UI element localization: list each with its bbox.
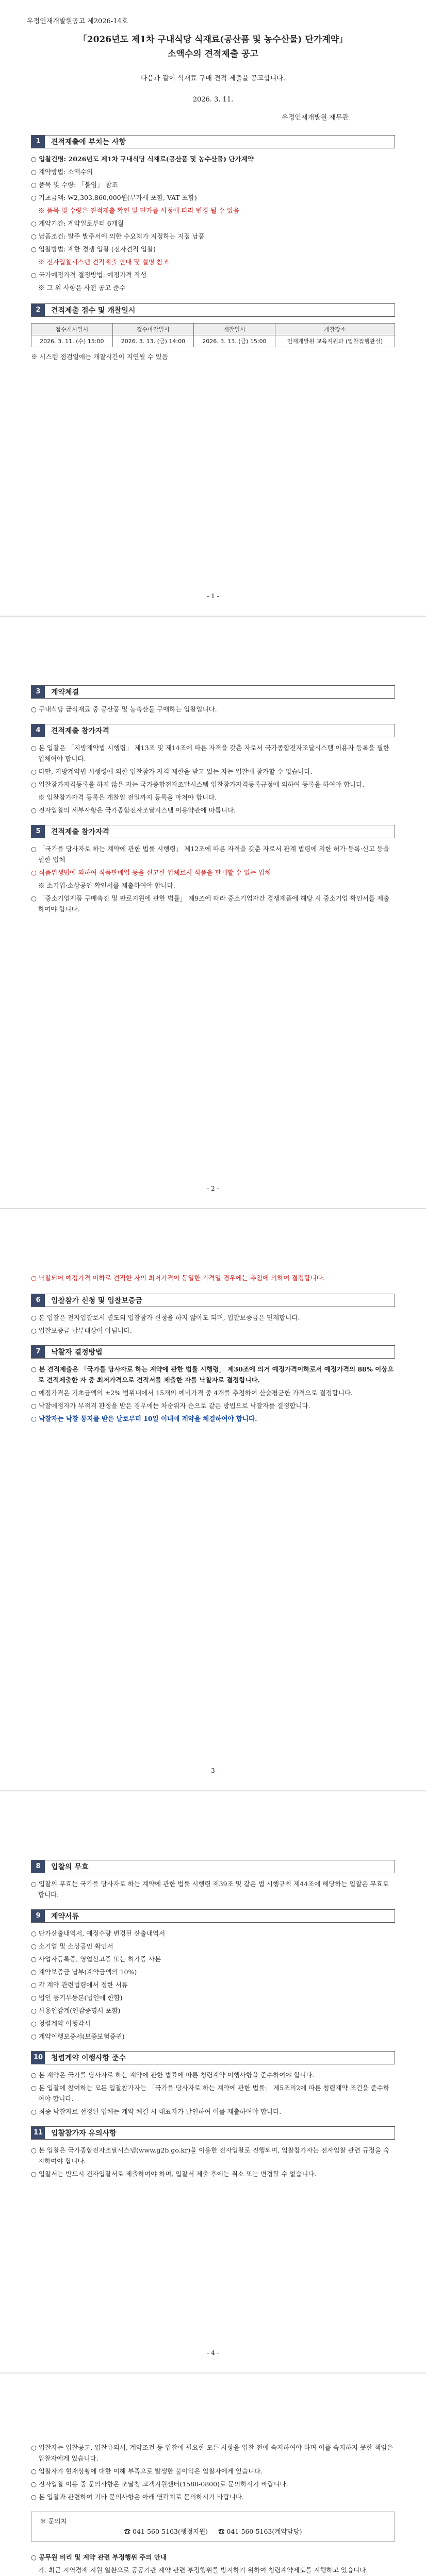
page-divider — [0, 616, 426, 617]
list-item: ○ 청렴계약 이행각서 — [31, 2020, 91, 2027]
section-title: 입찰참가자 유의사항 — [51, 2129, 117, 2138]
notice-title-line-2: 소액수의 견적제출 공고 — [167, 49, 259, 59]
section-header-11 — [31, 2126, 395, 2140]
page-2 — [0, 685, 426, 917]
table-cell: 2026. 3. 13. (금) 14:00 — [112, 335, 194, 347]
section-number: 1 — [31, 135, 45, 148]
list-item: ○ 소기업 및 소상공인 확인서 — [31, 1942, 113, 1950]
notice-date: 2026. 3. 11. — [192, 96, 234, 104]
section-title: 견적제출 참가자격 — [51, 828, 110, 836]
list-item: ○ 계약기간: 계약일로부터 6개월 — [31, 219, 124, 227]
notice-title-line-1: 「2026년도 제1차 구내식당 식재료(공산품 및 농수산물) 단가계약」 — [78, 35, 348, 45]
page-divider — [0, 1208, 426, 1209]
list-item: ○ 「국가를 당사자로 하는 계약에 관한 법률 시행령」 제12조에 따른 자격을 갖춘 자로서 관계 법령에 의한 허가·등록·신고 등을 필한 업체 — [31, 845, 389, 863]
list-item: ○ 「중소기업제품 구매촉진 및 판로지원에 관한 법률」 제9조에 따라 중소기업자간 경쟁제품에 해당 시 중소기업 확인서를 제출하여야 합니다. — [31, 894, 390, 913]
list-item: ○ 계약이행보증서(보증보험증권) — [31, 2032, 125, 2040]
list-item: ○ 본 입찰은 「지방계약법 시행령」 제13조 및 제14조에 따른 자격을 갖춘 자로서 국가종합전자조달시스템 이용자 등록을 필한 업체여야 합니다. — [31, 744, 389, 762]
section-number: 7 — [31, 1346, 45, 1358]
page-divider — [0, 2372, 426, 2374]
section-number: 4 — [31, 724, 45, 737]
phone-number: ☎ 041-560-5163(계약담당) — [218, 2528, 302, 2535]
list-item: ○ 기초금액: ₩2,303,860,000원(부가세 포함, VAT 포함) — [31, 194, 197, 201]
document-number: 우정인재개발원공고 제2026-14호 — [27, 18, 128, 25]
list-item: ○ 구내식당 급식재료 중 공산품 및 농축산물 구매하는 입찰입니다. — [31, 705, 217, 713]
list-item: ○ 사업자등록증, 영업신고증 또는 허가증 사본 — [31, 1955, 161, 1963]
list-item: ○ 입찰참가자격등록을 하지 않은 자는 국가종합전자조달시스템 입찰참가자격등록규정에 의하여 등록을 하여야 합니다. — [31, 781, 365, 788]
page-4 — [0, 1860, 426, 2181]
section-title: 입찰의 무효 — [51, 1863, 89, 1871]
list-item: ○ 입찰자는 입찰공고, 입찰유의서, 계약조건 등 입찰에 필요한 모든 사항을 입찰 전에 숙지하여야 하며 이를 숙지하지 못한 책임은 입찰자에게 있습니다. — [31, 2444, 394, 2462]
list-item: ○ 다만, 지방계약법 시행령에 의한 입찰참가 자격 제한을 받고 있는 자는 입찰에 참가할 수 없습니다. — [31, 768, 313, 775]
section-header-4 — [31, 724, 395, 737]
list-item: ○ 본 견적제출은 「국가를 당사자로 하는 계약에 관한 법률 시행령」 제30조에 의거 예정가격이하로서 예정가격의 88% 이상으로 견적제출한 자 중 최저가격으로 견적서를 제출한 자를 낙찰자로 결정합니다. — [31, 1365, 394, 1384]
section-header-10 — [31, 2051, 395, 2064]
section-header-6 — [31, 1294, 395, 1307]
section-header-5 — [31, 825, 395, 838]
table-header: 접수개시일시 — [31, 324, 113, 335]
list-item: ○ 낙찰되어 예정가격 이하로 견적한 자의 최저가격이 동일한 가격일 경우에는 추첨에 의하여 결정합니다. — [31, 1274, 325, 1282]
list-item: ○ 낙찰자는 낙찰 통지를 받은 날로부터 10일 이내에 계약을 체결하여야 합니다. — [31, 1415, 257, 1422]
list-item-note: ※ 품목 및 수량은 견적제출 확인 및 단가를 사정에 따라 변경 될 수 있음 — [38, 207, 240, 214]
list-item: ○ 본 계약은 국가를 당사자로 하는 계약에 관한 법률에 따른 청렴계약 이행사항을 준수하여야 합니다. — [31, 2071, 315, 2079]
page-number: - 3 - — [207, 1767, 219, 1774]
section-1-items — [31, 154, 395, 293]
contact-box — [31, 2512, 395, 2541]
section-number: 3 — [31, 686, 45, 698]
table-header: 개찰일시 — [194, 324, 275, 335]
section-number: 9 — [31, 1910, 45, 1922]
section-title: 계약서류 — [51, 1912, 79, 1921]
page-number: - 1 - — [207, 592, 219, 600]
contact-phones — [40, 2527, 386, 2537]
page-3 — [0, 1273, 426, 1426]
list-item-note: ※ 전자입찰시스템 견적제출 안내 및 설명 참조 — [38, 258, 169, 266]
list-item-note: ※ 그 외 사항은 사전 공고 준수 — [38, 284, 126, 292]
table-cell: 인재개발원 교육지원과 (입찰집행관실) — [275, 335, 395, 347]
list-item: ○ 입찰건명: 2026년도 제1차 구내식당 식재료(공산품 및 농수산물) 단가계약 — [31, 155, 254, 163]
list-item: ○ 계약보증금 납부(계약금액의 10%) — [31, 1968, 137, 1976]
page-3-lead-items — [31, 1273, 395, 1283]
section-7-items — [31, 1364, 395, 1424]
section-header-3 — [31, 685, 395, 699]
list-item: ○ 공무원 비리 및 계약 관련 부정행위 주의 안내 — [31, 2553, 167, 2561]
section-number: 11 — [31, 2127, 45, 2139]
section-title: 계약체결 — [51, 688, 79, 697]
list-item: ○ 사용인감계(인감증명서 포함) — [31, 2007, 121, 2014]
section-number: 2 — [31, 304, 45, 316]
list-item: ○ 입찰방법: 제한 경쟁 입찰 (전자견적 입찰) — [31, 245, 156, 253]
section-5-items — [31, 843, 395, 914]
section-11-items-continued — [31, 2442, 395, 2502]
list-item: ○ 본 입찰은 전자입찰로서 별도의 입찰참가 신청을 하지 않아도 되며, 입찰보증금은 면제합니다. — [31, 1314, 300, 1321]
phone-number: ☎ 041-560-5163(행정지원) — [124, 2528, 208, 2535]
list-item: ○ 예정가격은 기초금액의 ±2% 범위내에서 15개의 예비가격 중 4개를 추첨하여 산술평균한 가격으로 결정합니다. — [31, 1389, 353, 1397]
page-1 — [0, 15, 426, 364]
section-title: 낙찰자 결정방법 — [51, 1348, 103, 1357]
section-header-7 — [31, 1345, 395, 1359]
notice-lead: 다음과 같이 식재료 구매 견적 제출을 공고합니다. — [140, 75, 286, 82]
list-item: ○ 낙찰예정자가 부적격 판정을 받은 경우에는 차순위자 순으로 같은 방법으로 낙찰자를 결정합니다. — [31, 1402, 310, 1410]
section-title: 견적제출 참가자격 — [51, 727, 110, 735]
list-item: ○ 품목 및 수량: 「붙임」 참조 — [31, 181, 118, 189]
list-item: ○ 전자입찰 이용 중 문의사항은 조달청 고객지원센터(1588-0800)로 문의하시기 바랍니다. — [31, 2480, 288, 2488]
list-item: ○ 본 입찰은 국가종합전자조달시스템(www.g2b.go.kr)을 이용한 전자입찰로 진행되며, 입찰참가자는 전자입찰 관련 규정을 숙지하여야 합니다. — [31, 2146, 389, 2165]
list-item-note: ※ 입찰참가자격 등록은 개찰일 전일까지 등록을 마쳐야 합니다. — [38, 793, 217, 801]
table-cell: 2026. 3. 11. (수) 15:00 — [31, 335, 113, 347]
list-item: ○ 식품위생법에 의하여 식품판매업 등을 신고한 업체로서 식품을 판매할 수 있는 업체 — [31, 869, 271, 876]
section-4-items — [31, 742, 395, 816]
section-title: 견적제출에 부치는 사항 — [51, 138, 126, 146]
list-item: ○ 본 입찰에 참여하는 모든 입찰참가자는 「국가를 당사자로 하는 계약에 관한 법률」 제5조의2에 따른 청렴계약 조건을 준수하여야 합니다. — [31, 2084, 389, 2103]
list-item: ○ 입찰자가 현재상황에 대한 이해 부족으로 발생한 불이익은 입찰자에게 있습니다. — [31, 2467, 263, 2475]
section-number: 5 — [31, 825, 45, 838]
section-number: 6 — [31, 1294, 45, 1307]
page-number: - 2 - — [207, 1185, 219, 1192]
schedule-table — [31, 323, 395, 347]
section-number: 10 — [31, 2052, 45, 2064]
section-9-items — [31, 1928, 395, 2042]
list-item: ○ 전자입찰의 세부사항은 국가종합전자조달시스템 이용약관에 따릅니다. — [31, 806, 236, 814]
list-item: ○ 납품조건: 발주 발주서에 의한 수요처가 지정하는 지점 납품 — [31, 232, 205, 240]
list-item-note: ※ 소기업·소상공인 확인서를 제출하여야 합니다. — [38, 882, 175, 889]
section-title: 견적제출 접수 및 개찰일시 — [51, 307, 136, 315]
list-item: ○ 국가예정가격 결정방법: 예정가격 작성 — [31, 271, 147, 279]
table-cell: 2026. 3. 13. (금) 15:00 — [194, 335, 275, 347]
table-header: 접수마감일시 — [112, 324, 194, 335]
table-header: 개찰장소 — [275, 324, 395, 335]
section-header-9 — [31, 1909, 395, 1923]
footer-items — [31, 2552, 395, 2576]
section-10-items — [31, 2070, 395, 2117]
list-item: 가. 최근 지역경제 지원 일환으로 공공기관 계약 관련 부정행위를 방지하기 위하여 청렴계약제도를 시행하고 있습니다. — [38, 2566, 368, 2574]
list-item: ○ 본 입찰과 관련하여 기타 문의사항은 아래 연락처로 문의하시기 바랍니다. — [31, 2493, 244, 2501]
section-title: 입찰참가 신청 및 입찰보증금 — [51, 1297, 142, 1305]
section-11-items — [31, 2145, 395, 2179]
section-header-2 — [31, 303, 395, 317]
page-divider — [0, 1790, 426, 1791]
section-number: 8 — [31, 1860, 45, 1873]
page-number: - 4 - — [207, 2349, 219, 2357]
issuing-org: 우정인재개발원 재무관 — [282, 114, 349, 122]
list-item: ○ 입찰서는 반드시 전자입찰서로 제출하여야 하며, 입찰서 제출 후에는 취소 또는 변경할 수 없습니다. — [31, 2170, 317, 2178]
list-item: ○ 법인 등기부등본(법인에 한함) — [31, 1994, 123, 2002]
list-item: ○ 단가산출내역서, 예정수량 변경된 산출내역서 — [31, 1929, 166, 1937]
list-item: ○ 각 계약 관련법령에서 정한 서류 — [31, 1981, 128, 1989]
section-6-items — [31, 1312, 395, 1336]
page-5 — [0, 2442, 426, 2576]
section-header-1 — [31, 135, 395, 148]
list-item: ○ 최종 낙찰자로 선정된 업체는 계약 체결 시 대표자가 날인하여 이를 제출하여야 합니다. — [31, 2108, 282, 2115]
section-header-8 — [31, 1860, 395, 1873]
list-item: ○ 계약방법: 소액수의 — [31, 168, 93, 176]
section-title: 청렴계약 이행사항 준수 — [51, 2054, 126, 2062]
schedule-note: ※ 시스템 점검일에는 개찰시간이 지연될 수 있음 — [31, 353, 168, 361]
contact-heading: ※ 문의처 — [40, 2517, 67, 2525]
list-item: ○ 입찰보증금 납부대상이 아님니다. — [31, 1327, 132, 1334]
list-item: ○ 입찰의 무효는 국가를 당사자로 하는 계약에 관한 법률 시행령 제39조 및 같은 법 시행규칙 제44조에 해당하는 입찰은 무효로 합니다. — [31, 1880, 389, 1899]
